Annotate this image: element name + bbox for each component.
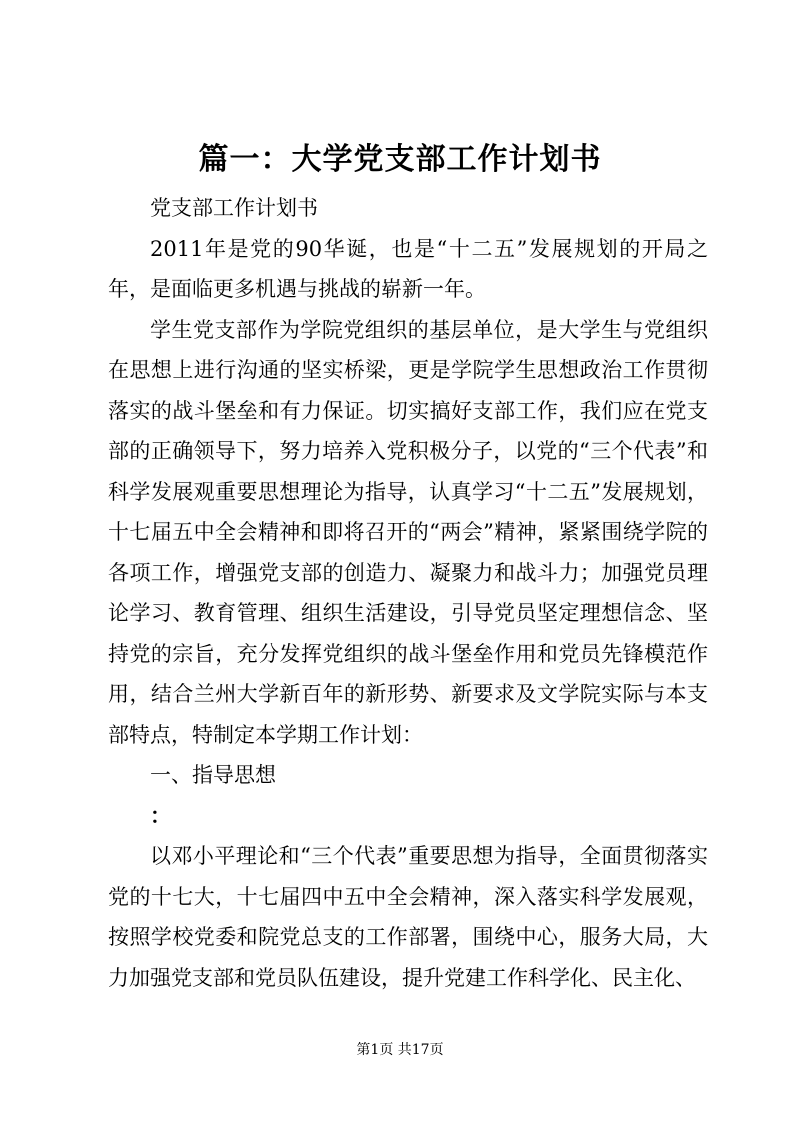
paragraph-subtitle: 党支部工作计划书: [150, 196, 318, 220]
colon-line: ：: [150, 802, 171, 828]
paragraph-main: 学生党支部作为学院党组织的基层单位，是大学生与党组织在思想上进行沟通的坚实桥梁，更是学院学生思想政治工作贯彻落实的战斗堡垒和有力保证。切实搞好支部工作，我们应在党支部的正确领导下，努力培养入党积极分子，以党的“三个代表”和科学发展观重要思想理论为指导，认真学习“十二五”发展规划，十七届五中全会精神和即将召开的“两会”精神，紧紧围绕学院的各项工作，增强党支部的创造力、凝聚力和战斗力；加强党员理论学习、教育管理、组织生活建设，引导党员坚定理想信念、坚持党的宗旨，充分发挥党组织的战斗堡垒作用和党员先锋模范作用，结合兰州大学新百年的新形势、新要求及文学院实际与本支部特点，特制定本学期工作计划：: [108, 317, 708, 747]
page-footer: 第1页 共17页: [356, 1042, 444, 1058]
paragraph-guiding-ideology: 以邓小平理论和“三个代表”重要思想为指导，全面贯彻落实党的十七大，十七届四中五中全会精神，深入落实科学发展观，按照学校党委和院党总支的工作部署，围绕中心，服务大局，大力加强党支部和党员队伍建设，提升党建工作科学化、民主化、: [108, 844, 708, 990]
paragraph-intro: 2011年是党的90华诞，也是“十二五”发展规划的开局之年，是面临更多机遇与挑战的崭新一年。: [108, 236, 708, 301]
section-heading-guiding-ideology: 一、指导思想: [150, 763, 276, 787]
page-title: 篇一：大学党支部工作计划书: [198, 142, 602, 177]
document-body: [108, 188, 708, 998]
